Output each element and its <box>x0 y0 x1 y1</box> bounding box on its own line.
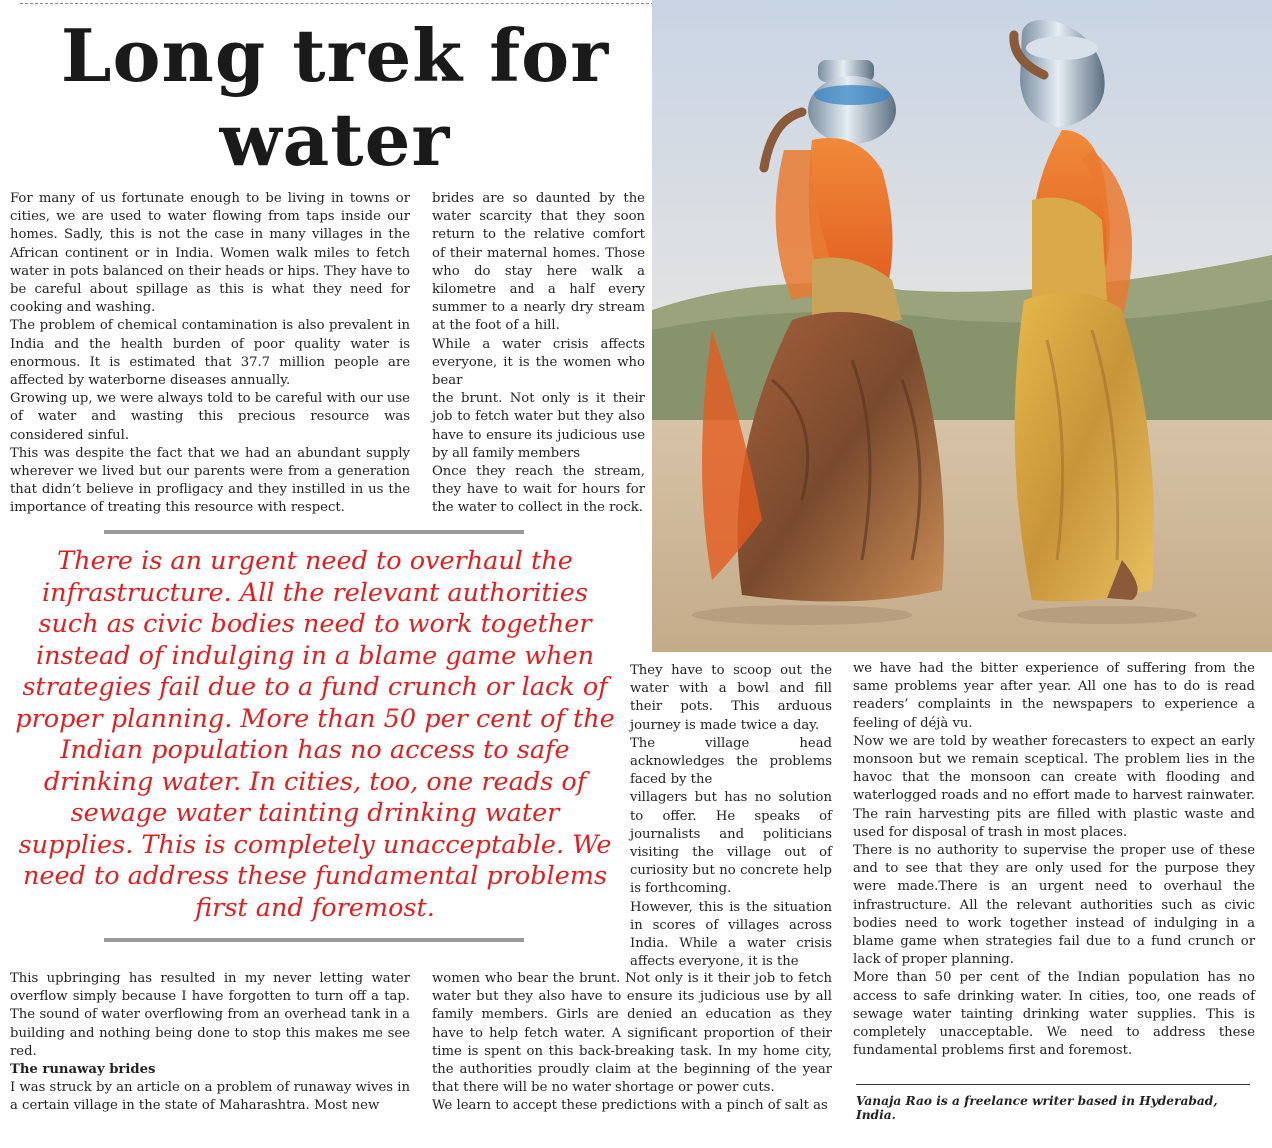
article-column-4 <box>853 660 1255 1060</box>
headline <box>40 14 630 182</box>
paragraph: the brunt. Not only is it their job to fetch water but they also have to ensure its judicious use by all family members <box>432 391 645 461</box>
paragraph: There is no authority to supervise the proper use of these and to see that they are only used for the purpose they were made.There is an urgent need to overhaul the infrastructure. All the relevant authorities such as civic bodies need to work together instead of indulging in a blame game when strategies fail due to a fund crunch or lack of proper planning. <box>853 843 1255 968</box>
paragraph: More than 50 per cent of the Indian population has no access to safe drinking water. In cities, too, one reads of sewage water tainting drinking water supplies. This is completely unacceptable. We need to address these fundamental problems first and foremost. <box>853 970 1255 1059</box>
article-column-3 <box>630 662 832 971</box>
headline-line-1: Long trek for <box>60 13 610 98</box>
photo-women-carrying-water <box>652 0 1272 652</box>
paragraph: For many of us fortunate enough to be living in towns or cities, we are used to water flowing from taps inside our homes. Sadly, this is not the case in many villages in the African continent or in India. Women walk miles to fetch water in pots balanced on their heads or hips. They have to be careful about spillage as this is what they need for cooking and washing. <box>10 191 410 316</box>
paragraph: villagers but has no solution to offer. He speaks of journalists and politicians visiting the village out of curiosity but no concrete help is forthcoming. <box>630 790 832 897</box>
article-column-2 <box>432 190 645 518</box>
paragraph: However, this is the situation in scores of villages across India. While a water crisis affects everyone, it is the <box>630 899 832 970</box>
author-byline: Vanaja Rao is a freelance writer based in Hyderabad, India. <box>856 1094 1218 1122</box>
paragraph: We learn to accept these predictions with a pinch of salt as <box>432 1098 828 1114</box>
byline-rule <box>856 1084 1250 1085</box>
paragraph: This upbringing has resulted in my never letting water overflow simply because I have forgotten to turn off a tap. The sound of water overflowing from an overhead tank in a building and nothing being done to stop this makes me see red. <box>10 971 410 1059</box>
paragraph: brides are so daunted by the water scarcity that they soon return to the relative comfort of their maternal homes. Those who do stay here walk a kilometre and a half every summer to a nearly dry stream at the foot of a hill. <box>432 191 645 334</box>
paragraph: The problem of chemical contamination is also prevalent in India and the health burden of poor quality water is enormous. It is estimated that 37.7 million people are affected by waterborne diseases annually. <box>10 318 410 389</box>
paragraph: women who bear the brunt. Not only is it their job to fetch water but they also have to ensure its judicious use by all family members. Girls are denied an education as they have to help fetch water. A significant proportion of their time is spent on this back-breaking task. In my home city, the authorities proudly claim at the beginning of the year that there will be no water shortage or power cuts. <box>432 971 832 1096</box>
paragraph: we have had the bitter experience of suffering from the same problems year after year. All one has to do is read readers’ complaints in the newspapers to experience a feeling of déjà vu. <box>853 661 1255 731</box>
pullquote: There is an urgent need to overhaul the infrastructure. All the relevant authorities such as civic bodies need to work together instead of indulging in a blame game when strategies fail due to a fund crunch or lack of proper planning. More than 50 per cent of the Indian population has no access to safe drinking water. In cities, too, one reads of sewage water tainting drinking water supplies. This is completely unacceptable. We need to address these fundamental problems first and foremost. <box>15 546 615 923</box>
photo-illustration <box>652 0 1272 652</box>
paragraph: While a water crisis affects everyone, it is the women who bear <box>432 336 645 389</box>
article-column-5 <box>10 970 410 1116</box>
headline-line-2: water <box>219 97 451 182</box>
subheading-runaway-brides: The runaway brides <box>10 1062 156 1078</box>
paragraph: Now we are told by weather forecasters to expect an early monsoon but we remain sceptical. The problem lies in the havoc that the monsoon can create with flooding and waterlogged roads and no effort made to harvest rainwater. The rain harvesting pits are filled with plastic waste and used for disposal of trash in most places. <box>853 733 1255 840</box>
paragraph: Growing up, we were always told to be careful with our use of water and wasting this precious resource was considered sinful. <box>10 391 410 443</box>
article-column-1 <box>10 190 410 518</box>
paragraph: This was despite the fact that we had an abundant supply wherever we lived but our parents were from a generation that didn’t believe in profligacy and they instilled in us the importance of treating this resource with respect. <box>10 445 410 516</box>
paragraph: I was struck by an article on a problem of runaway wives in a certain village in the state of Maharashtra. Most new <box>10 1080 410 1114</box>
article-column-6 <box>432 970 832 1116</box>
paragraph: Once they reach the stream, they have to wait for hours for the water to collect in the rock. <box>432 464 645 516</box>
paragraph: The village head acknowledges the problems faced by the <box>630 735 832 788</box>
pullquote-top-rule <box>104 530 524 534</box>
pullquote-bottom-rule <box>104 938 524 942</box>
paragraph: They have to scoop out the water with a bowl and fill their pots. This arduous journey is made twice a day. <box>630 663 832 733</box>
